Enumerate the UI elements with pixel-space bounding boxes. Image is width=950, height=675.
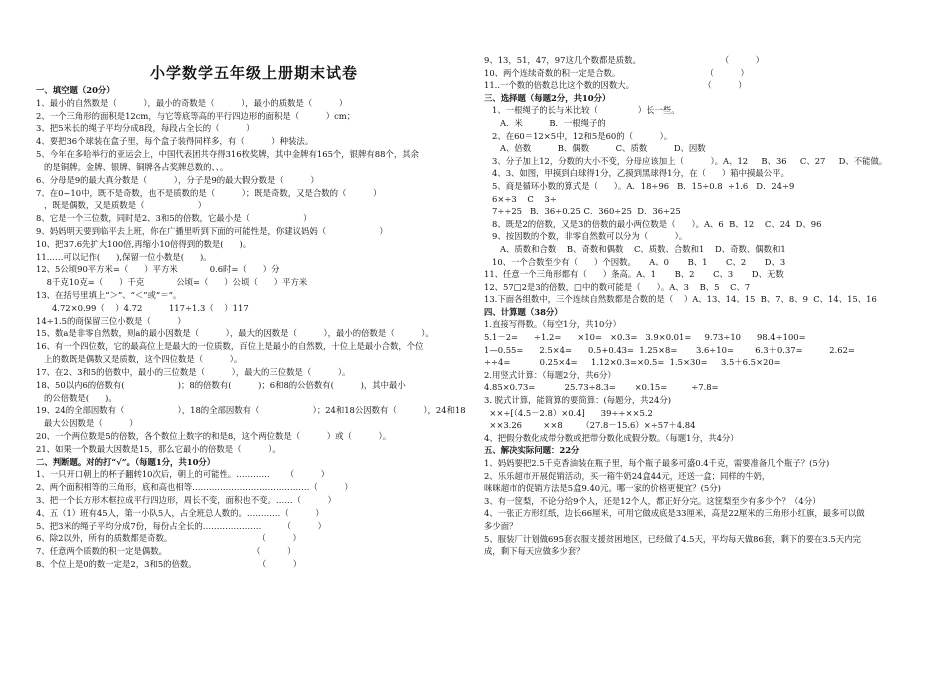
- question-line: 8千克10克=（ ）千克 公顷=（ ）公顷（ ）平方米: [36, 277, 308, 288]
- question-line: 5、今年在多哈举行的亚运会上，中国代表团共夺得316枚奖牌，其中金牌有165个，银牌有88个，其余: [36, 149, 419, 160]
- section-heading: 一、填空题（20分）: [36, 85, 115, 95]
- question-line: 3、有一筐梨，不论分给9个人，还是12个人，都正好分完。这筐梨至少有多少个？（4分）: [484, 495, 821, 506]
- question-line: 2、乐乐超市开展促销活动，买一箱牛奶24盒44元，还送一盒；同样的牛奶，: [484, 470, 771, 481]
- section-heading: 三、选择题（每题2分，共10分）: [484, 92, 611, 103]
- question-line: ÷÷4= 0.25×4= 1.12×0.3=×0.5= 1.5×30= 3.5＋6.5×20=: [484, 357, 781, 368]
- right-question-list: [484, 54, 920, 558]
- question-line: 1、最小的自然数是（ ），最小的奇数是（ ），最小的质数是（ ）: [36, 97, 348, 108]
- question-line: 13.下面各组数中，三个连续自然数都是合数的是（ ）A、13、14、15 B、7、8、9 C、14、15、16: [484, 294, 877, 305]
- question-line: 1、一只开口朝上的杯子翻转10次后，朝上的可能性。………… （ ）: [36, 469, 330, 480]
- question-line: 17、在2、3和5的倍数中，最小的三位数是（ ），最大的三位数是（ ）。: [36, 366, 351, 377]
- question-line: 8、个位上是0的数一定是2，3和5的倍数。 （ ）: [36, 559, 302, 570]
- question-line: A．米 B．一根绳子的: [484, 117, 606, 128]
- question-line: 4、把假分数化成带分数或把带分数化成假分数。（每题1分，共4分）: [484, 432, 739, 443]
- question-line: 3、把5米长的绳子平均分成8段，每段占全长的（ ）: [36, 123, 255, 134]
- question-line: A、倍数 B、偶数 C、质数 D、因数: [484, 143, 706, 154]
- question-line: 9、13，51，47，97这几个数都是质数。 （ ）: [484, 55, 765, 65]
- question-line: 11、任意一个三角形都有（ ）条高。A、1 B、2 C、3 D、无数: [484, 269, 784, 280]
- question-line: 4、五（1）班有45人，第一小队5人，占全班总人数的。…………（ ）: [36, 507, 324, 518]
- question-line: A、质数和合数 B、奇数和偶数 C、质数、合数和1 D、奇数、偶数和1: [484, 243, 786, 254]
- left-column: [36, 62, 472, 571]
- question-line: 6、除2以外，所有的质数都是奇数。 （ ）: [36, 533, 301, 544]
- question-line: ，既是偶数，又是质数是（ ）: [36, 200, 207, 211]
- question-line: 18、50以内6的倍数有( )；8的倍数有( )；6和8的公倍数有( )，其中最小: [36, 379, 406, 390]
- question-line: 8、既是2的倍数，又是3的倍数的最小两位数是（ ）。A、6 B、12 C、24 D、96: [484, 218, 822, 229]
- question-line: 1、一根绳子的长与米比较（ ）长一些。: [484, 105, 680, 116]
- question-line: 21、如果一个数最大因数是15，那么它最小的倍数是（ ）。: [36, 443, 281, 454]
- section-heading: 五、解决实际问题：22分: [484, 445, 580, 456]
- section-heading: 二、判断题。对的打“√”。（每题1分，共10分）: [36, 456, 216, 467]
- question-line: 多少面？: [484, 520, 518, 531]
- question-line: 15、数a是非零自然数，则a的最小因数是（ ），最大的因数是（ ），最小的倍数是（ ）。: [36, 328, 434, 339]
- question-line: 19、24的全部因数有（ ），18的全部因数有（ ）；24和18公因数有（ ），24和18: [36, 405, 466, 416]
- question-line: 2、两个面积相等的三角形，底和高也相等……………………………………（ ）: [36, 482, 353, 493]
- question-line: 3. 脱式计算，能简算的要简算：(每题分，共24分): [484, 395, 671, 406]
- question-line: 2.用竖式计算：（每题2分，共6分）: [484, 369, 616, 380]
- question-line: 5、商是循环小数的算式是（ ）。A．18÷96 B．15÷0.8 ÷1.6 D．24÷9: [484, 180, 795, 191]
- page-title: 小学数学五年级上册期末试卷: [149, 64, 358, 82]
- question-line: 上的数既是偶数又是质数，这个四位数是（ ）。: [36, 354, 243, 365]
- question-line: 11..一个数的倍数总比这个数的因数大。 （ ）: [484, 80, 747, 91]
- question-line: 12、5公顷90平方米=（ ）平方米 0.6时=（ ）分: [36, 264, 280, 275]
- question-line: 13、在括号里填上“＞”、“＜”或“＝”。: [36, 290, 182, 300]
- question-line: 1—0.55= 2.5×4= 0.5+0.43= 1.25×8= 3.6÷10= 6.3＋0.37= 2.62=: [484, 344, 855, 355]
- question-line: 12、57□2是3的倍数，□中的数可能是（ ）。A、3 B、5 C、7: [484, 281, 751, 292]
- question-line: 10、把37.6先扩大100倍,再缩小10倍得到的数是( )。: [36, 238, 252, 249]
- question-line: 2、在60＝12×5中，12和5是60的（ ）。: [484, 130, 673, 141]
- question-line: 5.1－2= ÷1.2= ×10= ×0.3= 3.9×0.01= 9.73÷10 98.4÷100=: [484, 332, 806, 343]
- question-line: 5、服装厂计划做695套衣服支援贫困地区，已经做了4.5天，平均每天做86套，剩下的要在3.5天内完: [484, 533, 861, 544]
- question-line: 20、一个两位数是5的倍数，各个数位上数字的和是8，这个两位数是（ ）或（ ）。: [36, 430, 392, 441]
- section-heading: 四、计算题（38分）: [484, 306, 563, 317]
- left-question-list: [36, 84, 472, 571]
- question-line: 4.72×0.99（ ）4.72 117÷1.3（ ）117: [36, 302, 249, 313]
- question-line: 9、按因数的个数，非零自然数可以分为（ ）。: [484, 231, 688, 242]
- question-line: 成，剩下每天应做多少套？: [484, 546, 585, 557]
- question-line: 1、妈妈要把2.5千克香油装在瓶子里，每个瓶子最多可盛0.4千克，需要准备几个瓶子？(5分): [484, 458, 830, 468]
- question-line: 4、要把36个球装在盒子里，每个盒子装得同样多，有（ ）种装法。: [36, 136, 314, 147]
- question-line: 最大公因数是（ ）: [36, 418, 138, 429]
- question-line: 7、在0~10中，既不是奇数，也不是质数的是（ ）；既是奇数，又是合数的（ ）: [36, 187, 382, 198]
- question-line: 14÷1.5的商保留三位小数是（ ）: [36, 315, 186, 326]
- question-line: 7、任意两个质数的积一定是偶数。 （ ）: [36, 546, 296, 557]
- question-line: 10、一个合数至少有（ ）个因数。 A、0 B、1 C、2 D、3: [484, 256, 786, 267]
- question-line: 4.85×0.73= 25.73÷8.3= ×0.15= ÷7.8=: [484, 382, 719, 393]
- question-line: 7÷÷25 B．36÷0.25 C．360÷25 D．36÷25: [484, 206, 681, 217]
- right-column: [484, 54, 920, 558]
- question-line: 的公倍数是( )。: [36, 392, 117, 403]
- question-line: 咪咪超市的促销方法是5盒9.40元。哪一家的价格更便宜？(5分): [484, 483, 721, 494]
- question-line: 的是铜牌。金牌、银牌、铜牌各占奖牌总数的、、。: [36, 161, 229, 172]
- question-line: 10、两个连续奇数的积一定是合数。 （ ）: [484, 67, 749, 78]
- question-line: ××3.26 ××8 （27.8－15.6）×÷57＋4.84: [484, 420, 696, 431]
- question-line: 4、一张正方形红纸，边长66厘米，可用它做成底是33厘米，高是22厘米的三角形小红旗，最多可以做: [484, 508, 865, 519]
- question-line: 9、妈妈明天要到临平去上班，你在广播里听到下面的可能性是，你建议妈妈（ ）: [36, 225, 388, 236]
- question-line: 4、3、如图，甲摸到白球得1分，乙摸到黑球得1分，在（ ）箱中摸最公平。: [484, 168, 789, 179]
- question-line: ××÷[（4.5－2.8）×0.4] 39÷÷××5.2: [484, 407, 653, 418]
- question-line: 1.直接写得数。（每空1分，共10分）: [484, 319, 622, 330]
- question-line: 6×÷3 C 3÷: [484, 193, 557, 204]
- question-line: 3、把一个长方形木框拉成平行四边形，周长不变，面积也不变。……（ ）: [36, 495, 336, 505]
- question-line: 6、分母是9的最大真分数是（ ），分子是9的最大假分数是（ ）: [36, 174, 319, 185]
- question-line: 3、分子加上12，分数的大小不变，分母应该加上（ ）。A、12 B、36 C、27 D、不能做。: [484, 155, 888, 166]
- question-line: 2、一个三角形的面积是12cm，与它等底等高的平行四边形的面积是（ ）cm；: [36, 110, 356, 121]
- question-line: 11……可以记作( ),保留一位小数是( )。: [36, 251, 212, 262]
- question-line: 8、它是一个三位数，同时是2、3和5的倍数，它最小是（ ）: [36, 213, 312, 224]
- question-line: 16、有一个四位数，它的最高位上是最大的一位质数，百位上是最小的自然数，十位上是最小合数，个位: [36, 341, 424, 352]
- question-line: 5、把3米的绳子平均分成7份，每份占全长的………………… （ ）: [36, 520, 327, 531]
